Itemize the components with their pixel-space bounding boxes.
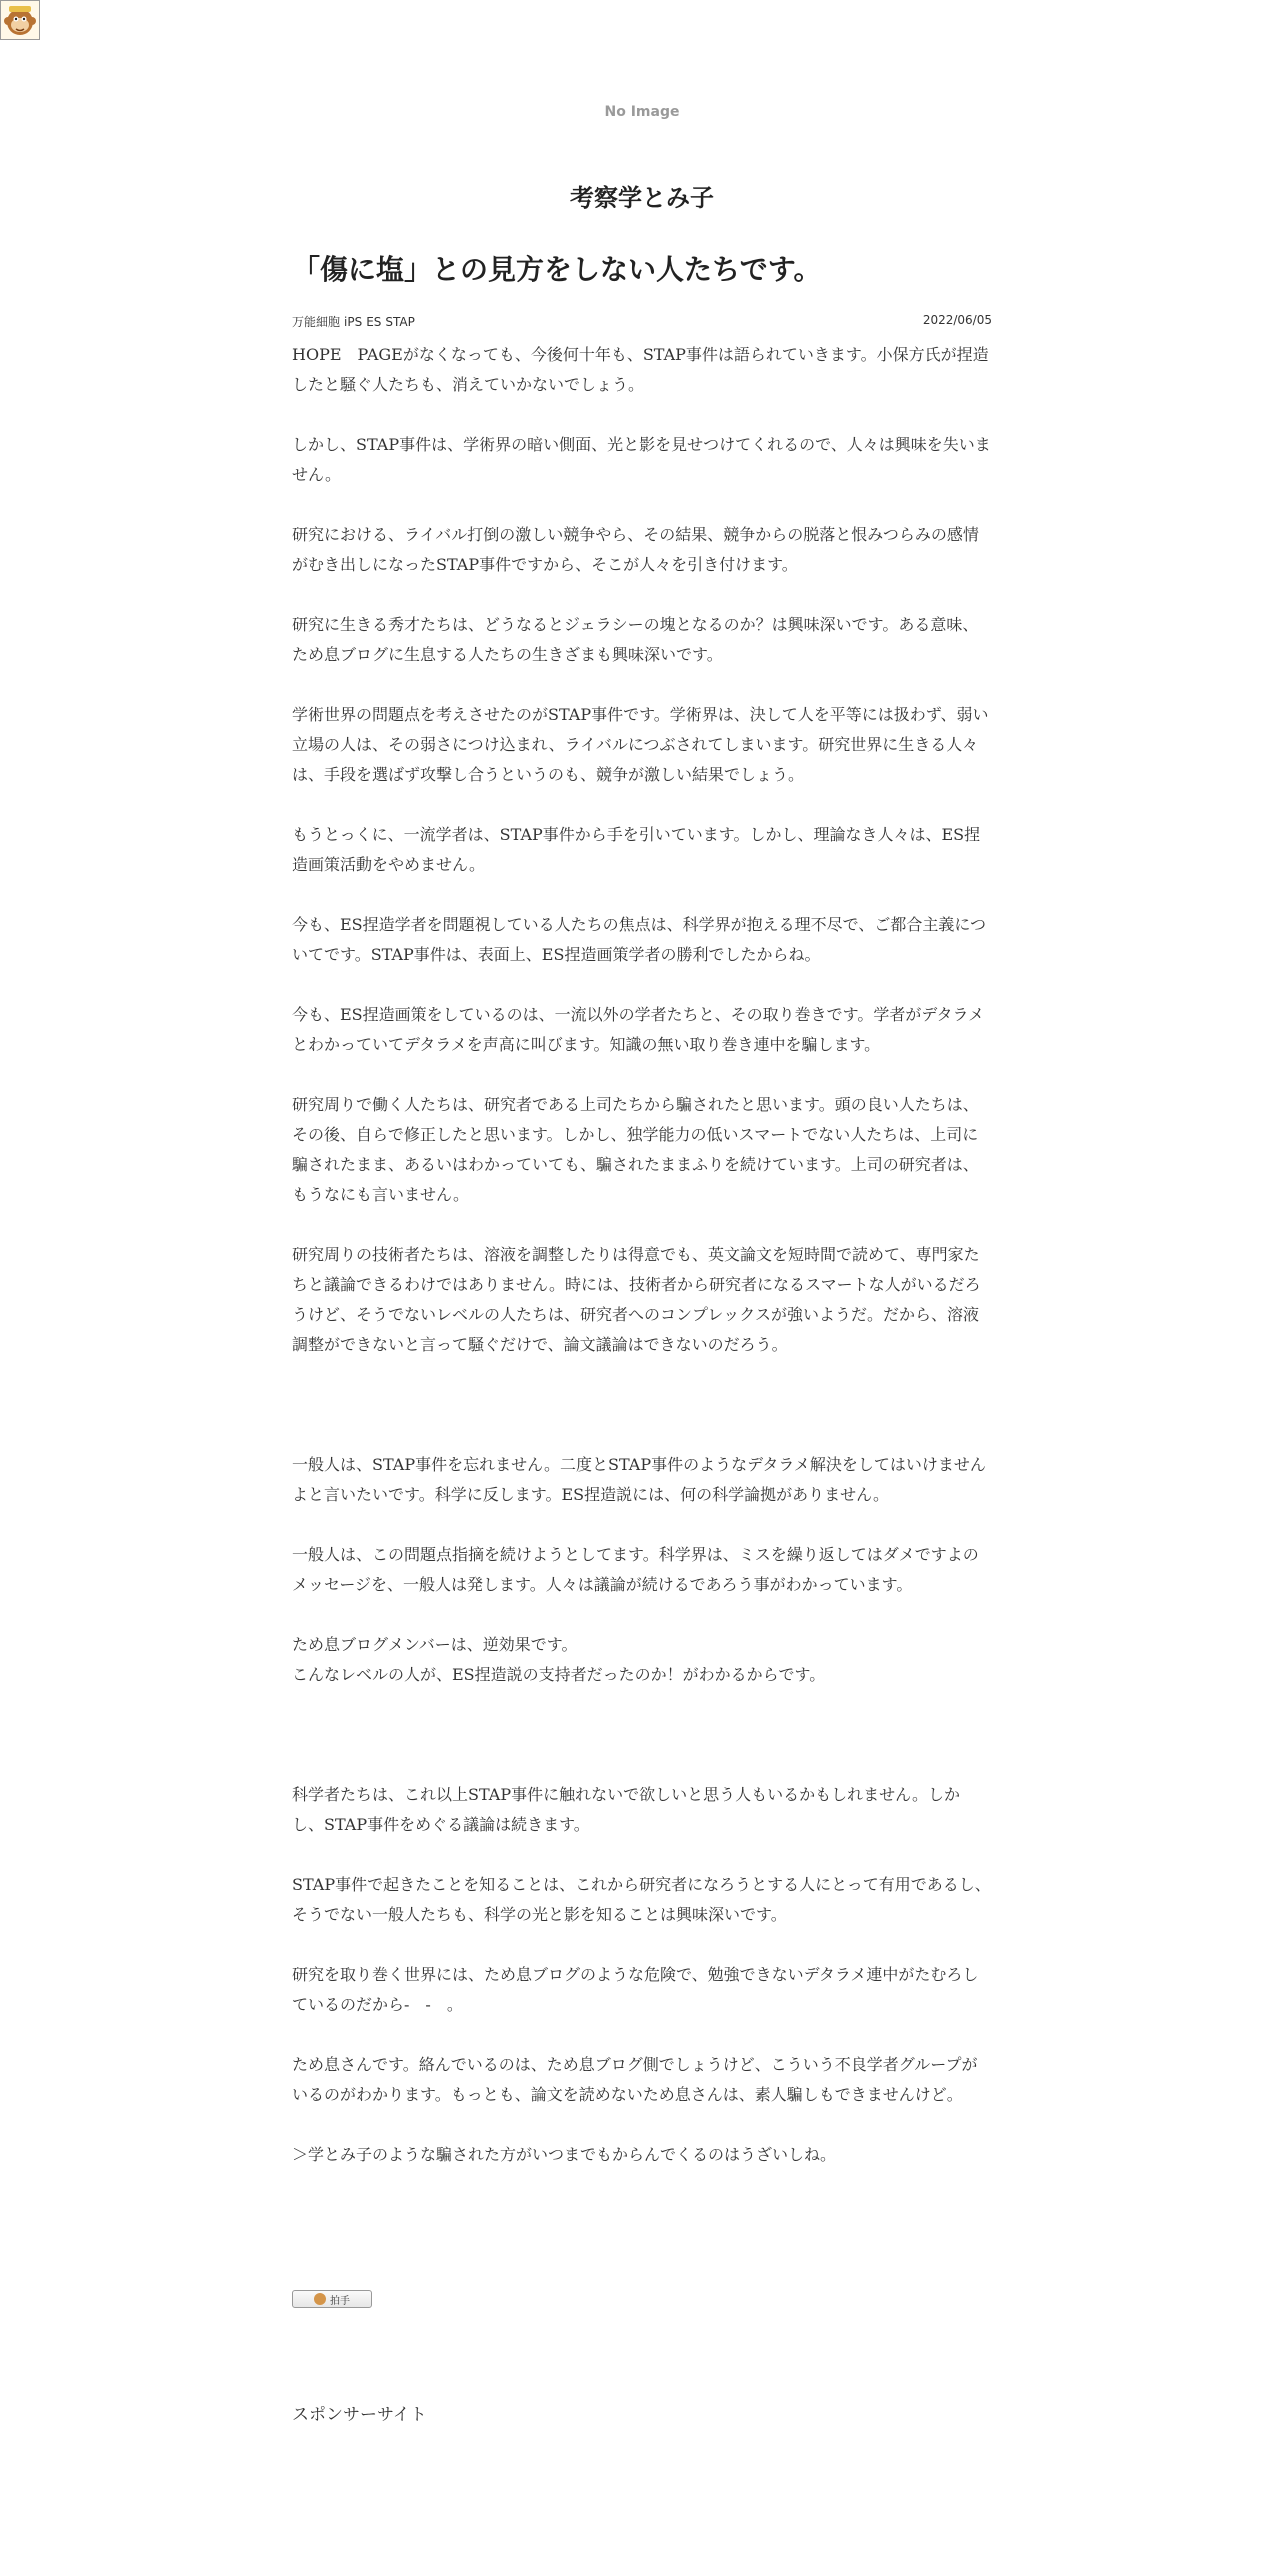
paragraph: もうとっくに、一流学者は、STAP事件から手を引いています。しかし、理論なき人々は、ES捏造画策活動をやめません。 xyxy=(292,825,981,874)
monkey-avatar-icon xyxy=(1,1,39,39)
paragraph: 研究周りで働く人たちは、研究者である上司たちから騙されたと思います。頭の良い人たちは、その後、自らで修正したと思います。しかし、独学能力の低いスマートでない人たちは、上司に騙されたまま、あるいはわかっていても、騙されたままふりを続けています。上司の研究者は、もうなにも言いません。 xyxy=(292,1095,979,1204)
tag-link[interactable]: 万能細胞 xyxy=(292,315,341,329)
paragraph: 研究を取り巻く世界には、ため息ブログのような危険で、勉強できないデタラメ連中がたむろしているのだから- - 。 xyxy=(292,1965,979,2014)
paragraph: 学術世界の問題点を考えさせたのがSTAP事件です。学術界は、決して人を平等には扱わず、弱い立場の人は、その弱さにつけ込まれ、ライバルにつぶされてしまいます。研究世界に生きる人々は、手段を選ばず攻撃し合うというのも、競争が激しい結果でしょう。 xyxy=(292,705,989,784)
tag-link[interactable]: iPS xyxy=(344,315,363,329)
paragraph: 一般人は、この問題点指摘を続けようとしてます。科学界は、ミスを繰り返してはダメですよのメッセージを、一般人は発します。人々は議論が続けるであろう事がわかっています。 xyxy=(292,1545,979,1594)
paragraph: 研究における、ライバル打倒の激しい競争やら、その結果、競争からの脱落と恨みつらみの感情がむき出しになったSTAP事件ですから、そこが人々を引き付けます。 xyxy=(292,525,979,574)
paragraph: こんなレベルの人が、ES捏造説の支持者だったのか！がわかるからです。 xyxy=(292,1665,826,1684)
avatar[interactable] xyxy=(0,0,40,40)
paragraph: ため息さんです。絡んでいるのは、ため息ブログ側でしょうけど、こういう不良学者グループがいるのがわかります。もっとも、論文を読めないため息さんは、素人騙しもできませんけど。 xyxy=(292,2055,978,2104)
paragraph: 研究に生きる秀才たちは、どうなるとジェラシーの塊となるのか？は興味深いです。ある意味、ため息ブログに生息する人たちの生きざまも興味深いです。 xyxy=(292,615,979,664)
clap-button[interactable] xyxy=(292,2290,372,2308)
article-meta xyxy=(292,313,992,330)
paragraph: 研究周りの技術者たちは、溶液を調整したりは得意でも、英文論文を短時間で読めて、専門家たちと議論できるわけではありません。時には、技術者から研究者になるスマートな人がいるだろうけど、そうでないレベルの人たちは、研究者へのコンプレックスが強いようだ。だから、溶液調整ができないと言って騒ぐだけで、論文議論はできないのだろう。 xyxy=(292,1245,981,1354)
article-body xyxy=(292,340,992,2200)
post-date: 2022/06/05 xyxy=(922,313,992,327)
blank-space xyxy=(292,1390,992,1450)
blog-title[interactable]: 考察学とみ子 xyxy=(570,184,714,212)
sponsor-heading: スポンサーサイト xyxy=(292,2405,427,2425)
clap-icon xyxy=(314,2293,326,2305)
paragraph: ため息ブログメンバーは、逆効果です。 xyxy=(292,1635,578,1654)
quote-paragraph: ＞学とみ子のような騙された方がいつまでもからんでくるのはうざいしね。 xyxy=(292,2145,837,2164)
paragraph: 今も、ES捏造画策をしているのは、一流以外の学者たちと、その取り巻きです。学者がデタラメとわかっていてデタラメを声高に叫びます。知識の無い取り巻き連中を騙します。 xyxy=(292,1005,985,1054)
paragraph: 科学者たちは、これ以上STAP事件に触れないで欲しいと思う人もいるかもしれません。しかし、STAP事件をめぐる議論は続きます。 xyxy=(292,1785,961,1834)
paragraph: しかし、STAP事件は、学術界の暗い側面、光と影を見せつけてくれるので、人々は興味を失いません。 xyxy=(292,435,991,484)
paragraph: HOPE PAGEがなくなっても、今後何十年も、STAP事件は語られていきます。小保方氏が捏造したと騒ぐ人たちも、消えていかないでしょう。 xyxy=(292,345,989,394)
no-image-placeholder: No Image xyxy=(604,104,680,120)
clap-label: 拍手 xyxy=(330,2295,350,2307)
sponsor-link[interactable] xyxy=(292,2560,992,2568)
article-title[interactable]: 「傷に塩」との見方をしない人たちです。 xyxy=(292,253,822,286)
tag-link[interactable]: ES xyxy=(366,315,382,329)
paragraph: 一般人は、STAP事件を忘れません。二度とSTAP事件のようなデタラメ解決をしてはいけませんよと言いたいです。科学に反します。ES捏造説には、何の科学論拠がありません。 xyxy=(292,1455,986,1504)
tag-link[interactable]: STAP xyxy=(385,315,415,329)
tag-list xyxy=(292,313,419,330)
blank-space xyxy=(292,1720,992,1780)
paragraph: STAP事件で起きたことを知ることは、これから研究者になろうとする人にとって有用であるし、そうでない一般人たちも、科学の光と影を知ることは興味深いです。 xyxy=(292,1875,991,1924)
paragraph: 今も、ES捏造学者を問題視している人たちの焦点は、科学界が抱える理不尽で、ご都合主義についてです。STAP事件は、表面上、ES捏造画策学者の勝利でしたからね。 xyxy=(292,915,987,964)
